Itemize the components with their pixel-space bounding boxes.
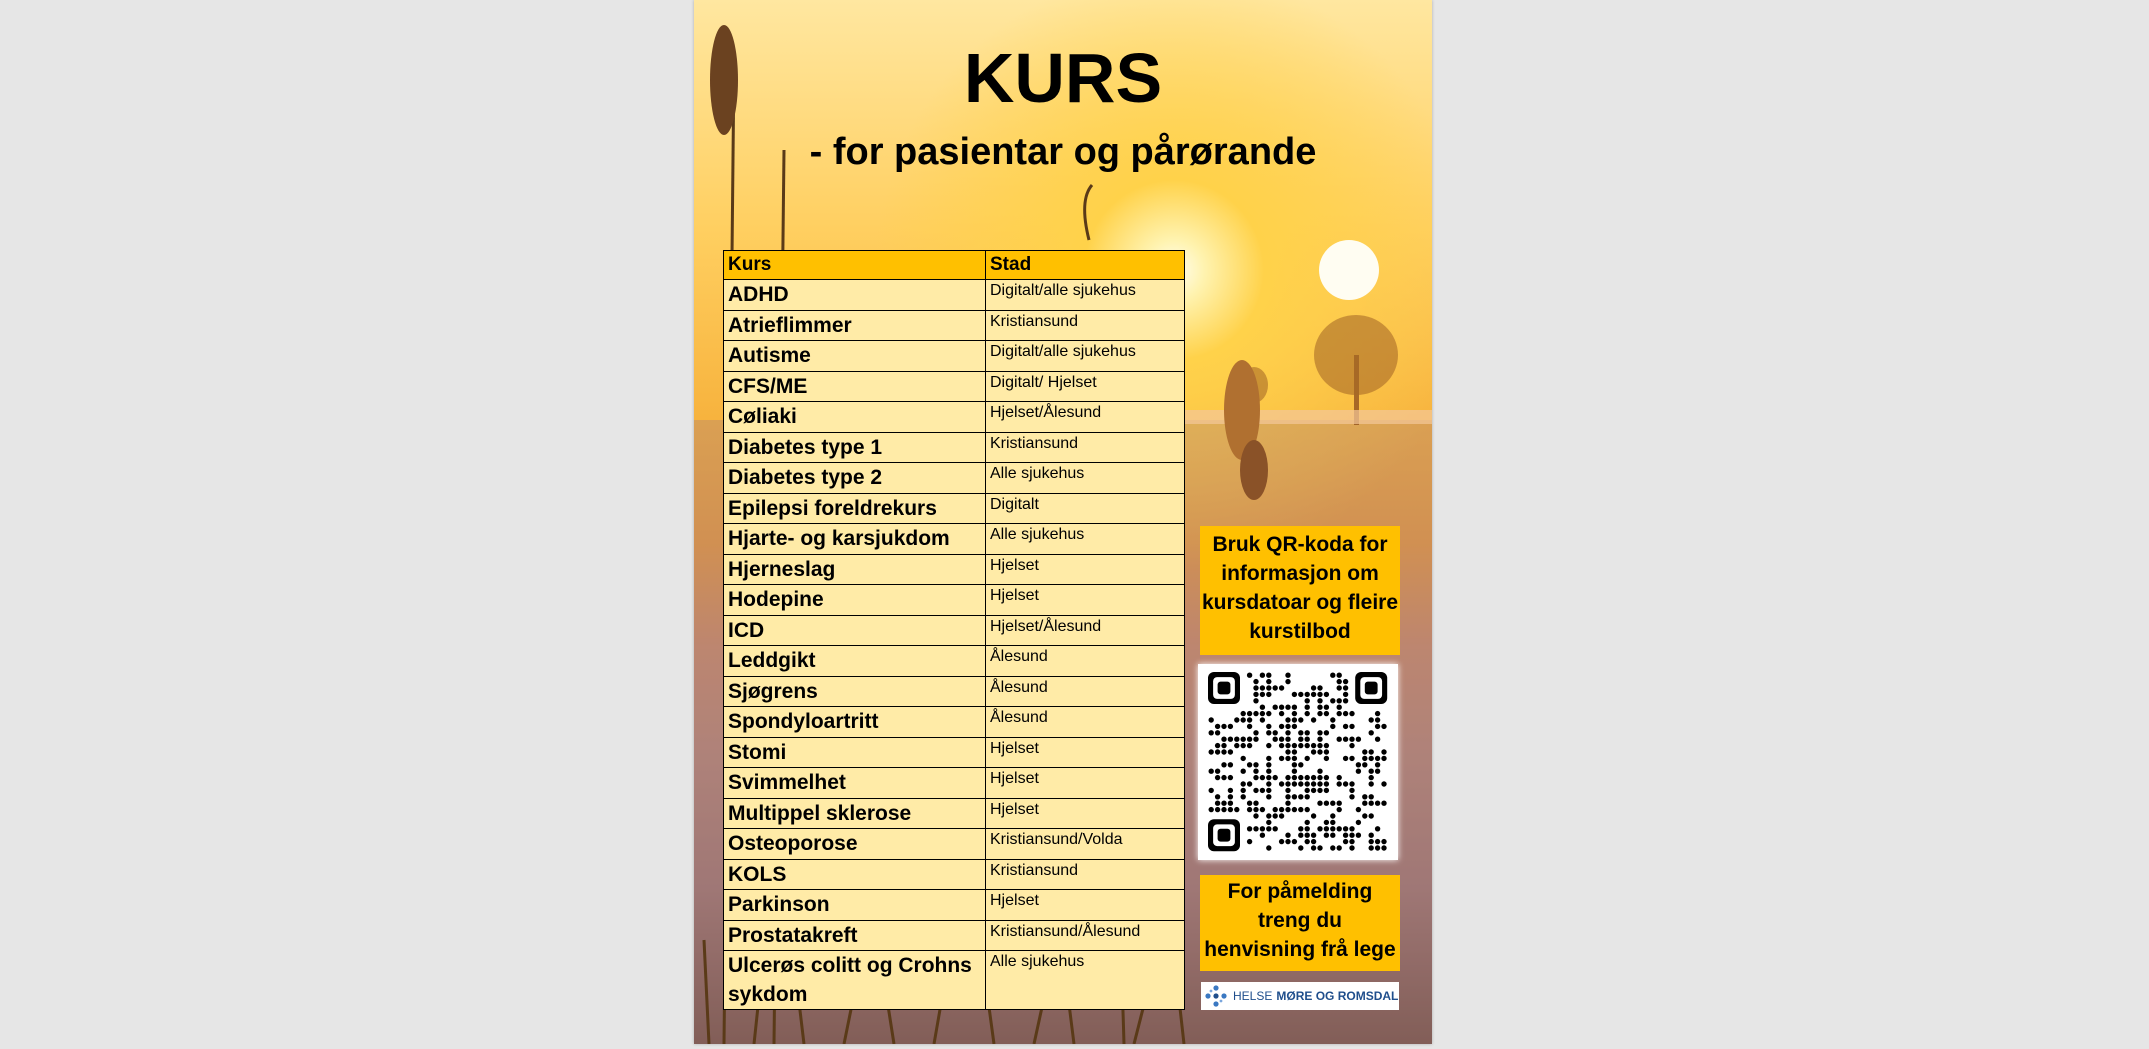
table-row [724,432,1185,463]
course-location-cell: Digitalt/ Hjelset [986,371,1185,402]
table-row [724,859,1185,890]
course-name-cell: Multippel sklerose [724,798,986,829]
column-header-stad: Stad [986,251,1185,280]
course-name-cell: Epilepsi foreldrekurs [724,493,986,524]
qr-info-box: Bruk QR-koda for informasjon om kursdatoar og fleire kurstilbod [1200,526,1400,655]
course-location-cell: Hjelset [986,554,1185,585]
table-row [724,341,1185,372]
course-name-cell: Cøliaki [724,402,986,433]
table-row [724,951,1185,1010]
table-header-row [724,251,1185,280]
poster-subtitle: - for pasientar og pårørande [809,131,1317,173]
course-location-cell: Hjelset [986,890,1185,921]
signup-info-box: For påmelding treng du henvisning frå lege [1200,875,1400,971]
table-row [724,554,1185,585]
course-name-cell: Stomi [724,737,986,768]
course-location-cell: Hjelset/Ålesund [986,615,1185,646]
course-location-cell: Kristiansund/Volda [986,829,1185,860]
course-name-cell: CFS/ME [724,371,986,402]
course-table-body [724,280,1185,1010]
column-header-kurs: Kurs [724,251,986,280]
table-row [724,768,1185,799]
course-location-cell: Hjelset [986,737,1185,768]
course-name-cell: Diabetes type 2 [724,463,986,494]
table-row [724,493,1185,524]
course-name-cell: ICD [724,615,986,646]
table-row [724,646,1185,677]
course-name-cell: Hodepine [724,585,986,616]
course-name-cell: Parkinson [724,890,986,921]
course-location-cell: Alle sjukehus [986,524,1185,555]
table-row [724,676,1185,707]
table-row [724,920,1185,951]
logo-text-helse: HELSE [1233,989,1273,1003]
table-row [724,463,1185,494]
table-row [724,585,1185,616]
course-name-cell: KOLS [724,859,986,890]
table-row [724,615,1185,646]
course-location-cell: Digitalt/alle sjukehus [986,280,1185,311]
course-location-cell: Hjelset/Ålesund [986,402,1185,433]
course-name-cell: Hjarte- og karsjukdom [724,524,986,555]
course-location-cell: Kristiansund [986,859,1185,890]
course-location-cell: Hjelset [986,585,1185,616]
helse-more-og-romsdal-logo [1201,982,1399,1010]
qr-code-icon [1198,664,1398,860]
course-name-cell: Ulcerøs colitt og Crohns sykdom [724,951,986,1010]
table-row [724,371,1185,402]
course-name-cell: Autisme [724,341,986,372]
table-row [724,402,1185,433]
course-name-cell: ADHD [724,280,986,311]
table-row [724,524,1185,555]
course-location-cell: Digitalt [986,493,1185,524]
logo-text-region: MØRE OG ROMSDAL [1276,989,1399,1003]
course-location-cell: Hjelset [986,798,1185,829]
course-name-cell: Sjøgrens [724,676,986,707]
course-name-cell: Atrieflimmer [724,310,986,341]
logo-cross-icon [1203,983,1229,1009]
course-name-cell: Hjerneslag [724,554,986,585]
table-row [724,829,1185,860]
table-row [724,280,1185,311]
course-location-cell: Ålesund [986,707,1185,738]
table-row [724,890,1185,921]
poster-title: KURS [963,39,1163,117]
course-table [723,250,1185,1010]
course-location-cell: Ålesund [986,646,1185,677]
table-row [724,798,1185,829]
course-location-cell: Alle sjukehus [986,463,1185,494]
table-row [724,310,1185,341]
course-location-cell: Kristiansund/Ålesund [986,920,1185,951]
course-location-cell: Hjelset [986,768,1185,799]
course-location-cell: Digitalt/alle sjukehus [986,341,1185,372]
course-name-cell: Spondyloartritt [724,707,986,738]
table-row [724,737,1185,768]
course-name-cell: Prostatakreft [724,920,986,951]
poster [694,0,1432,1044]
course-location-cell: Kristiansund [986,310,1185,341]
course-name-cell: Diabetes type 1 [724,432,986,463]
course-name-cell: Leddgikt [724,646,986,677]
table-row [724,707,1185,738]
course-name-cell: Osteoporose [724,829,986,860]
course-name-cell: Svimmelhet [724,768,986,799]
course-location-cell: Kristiansund [986,432,1185,463]
course-location-cell: Ålesund [986,676,1185,707]
course-location-cell: Alle sjukehus [986,951,1185,1010]
